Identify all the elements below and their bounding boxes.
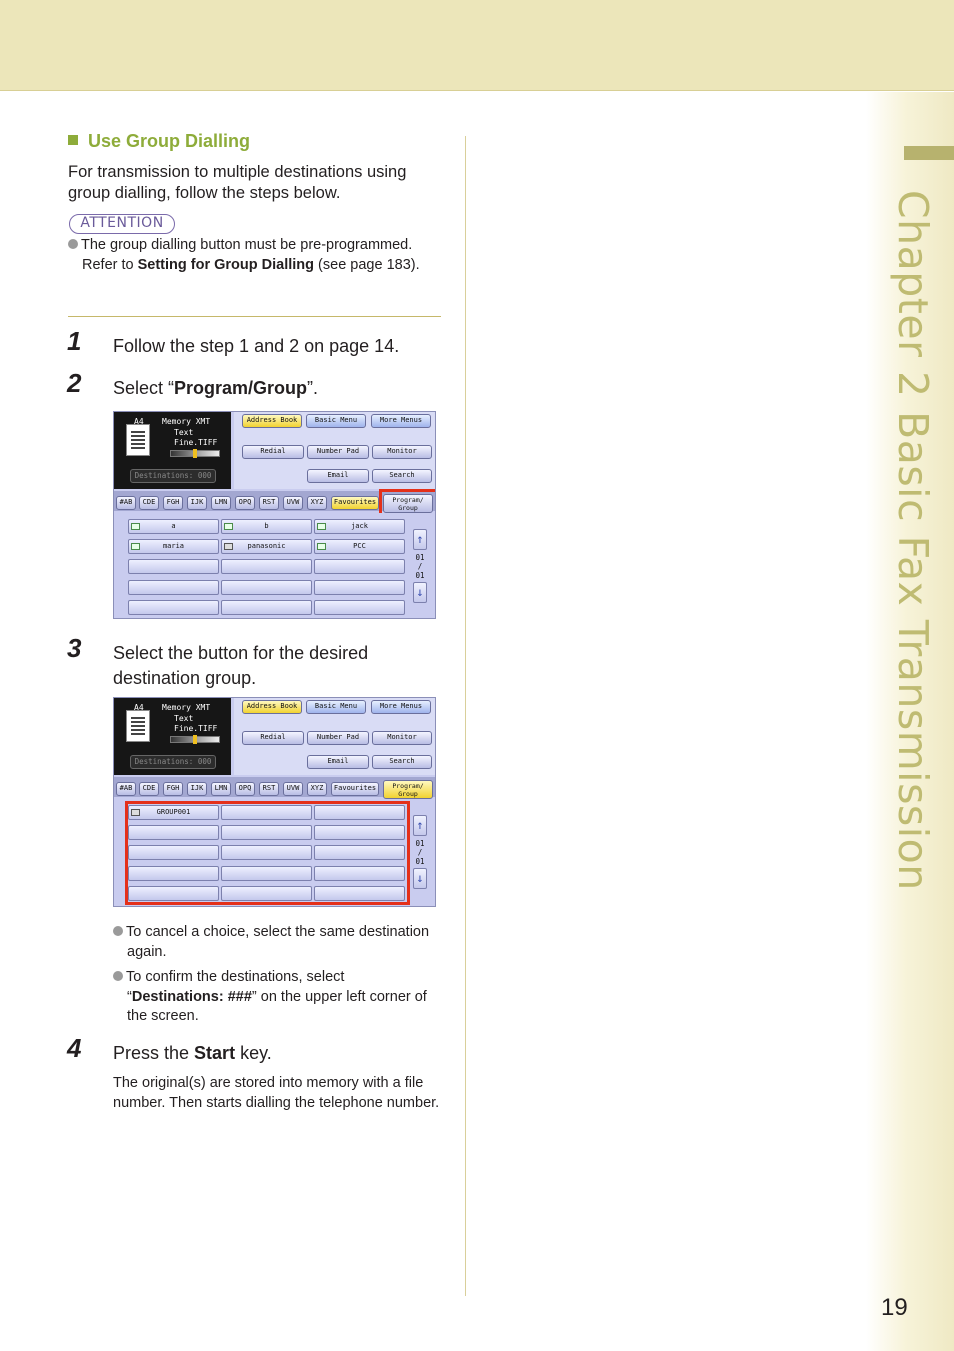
tab-rst[interactable]: RST <box>259 496 279 510</box>
email-button[interactable]: Email <box>307 469 369 483</box>
step-2-bold: Program/Group <box>174 378 308 398</box>
step-number-2: 2 <box>67 368 82 398</box>
step-text-4 <box>113 1041 272 1066</box>
document-icon <box>126 424 150 456</box>
square-bullet-icon <box>68 135 78 145</box>
scroll-up-icon[interactable]: ↑ <box>413 529 427 550</box>
attention-note <box>68 236 443 275</box>
empty-cell[interactable] <box>314 600 405 615</box>
paper-size: A4 <box>134 417 144 426</box>
confirm-note-post: ” on the upper left corner of the screen. <box>127 988 427 1024</box>
number-pad-button[interactable]: Number Pad <box>307 445 369 459</box>
step-number-1: 1 <box>67 326 82 356</box>
tab-fgh[interactable]: FGH <box>163 496 183 510</box>
confirm-note-bold: Destinations: ### <box>131 988 252 1005</box>
empty-cell[interactable] <box>221 580 312 595</box>
entry-cell[interactable]: a <box>128 519 219 534</box>
attention-note-text: The group dialling button must be pre-programmed. Refer to <box>81 237 413 273</box>
email-button[interactable]: Email <box>307 755 369 769</box>
text-mode: Text <box>174 714 194 723</box>
resolution: Fine.TIFF <box>174 438 218 447</box>
tab-rst[interactable]: RST <box>259 782 279 796</box>
entry-cell[interactable]: PCC <box>314 539 405 554</box>
email-icon <box>317 543 326 550</box>
tab-opq[interactable]: OPQ <box>235 496 255 510</box>
step-2-post: ”. <box>307 378 319 398</box>
empty-cell[interactable] <box>128 600 219 615</box>
screen-2 <box>113 697 436 907</box>
section-heading-text: Use Group Dialling <box>88 131 251 151</box>
attention-badge: ATTENTION <box>69 214 175 234</box>
redial-button[interactable]: Redial <box>242 731 304 745</box>
empty-cell[interactable] <box>221 600 312 615</box>
contrast-slider <box>170 736 220 743</box>
empty-cell[interactable] <box>221 559 312 574</box>
bullet-icon <box>113 926 123 936</box>
paper-size: A4 <box>134 703 144 712</box>
chapter-tab-marker <box>904 146 954 160</box>
group-grid <box>114 799 436 905</box>
monitor-button[interactable]: Monitor <box>372 731 432 745</box>
basic-menu-button[interactable]: Basic Menu <box>306 414 366 428</box>
text-mode: Text <box>174 428 194 437</box>
tab-favourites[interactable]: Favourites <box>331 782 379 796</box>
step-number-4: 4 <box>67 1033 82 1063</box>
email-icon <box>131 543 140 550</box>
tab-ijk[interactable]: IJK <box>187 782 207 796</box>
contrast-slider <box>170 450 220 457</box>
tab-ijk[interactable]: IJK <box>187 496 207 510</box>
bullet-icon <box>68 239 78 249</box>
column-divider <box>465 136 466 1296</box>
tab-cde[interactable]: CDE <box>139 782 159 796</box>
destinations-button[interactable]: Destinations: 000 <box>130 469 216 483</box>
email-icon <box>317 523 326 530</box>
tab-program-group[interactable]: Program/ Group <box>383 494 433 513</box>
tab-favourites[interactable]: Favourites <box>331 496 379 510</box>
header-band <box>0 0 954 91</box>
entry-cell[interactable]: jack <box>314 519 405 534</box>
confirm-note <box>113 968 443 1027</box>
tab-fgh[interactable]: FGH <box>163 782 183 796</box>
step-4-pre: Press the <box>113 1043 195 1063</box>
mode-label: Memory XMT <box>162 417 211 426</box>
attention-note-tail: (see page 183). <box>314 256 420 273</box>
highlight-group-grid <box>125 801 410 905</box>
step-4-bold: Start <box>194 1043 236 1063</box>
step-2-pre: Select “ <box>113 378 175 398</box>
email-icon <box>224 523 233 530</box>
destinations-button[interactable]: Destinations: 000 <box>130 755 216 769</box>
tab-cde[interactable]: CDE <box>139 496 159 510</box>
entry-cell[interactable]: maria <box>128 539 219 554</box>
page-indicator: 01 / 01 <box>415 553 425 580</box>
cancel-note-text: To cancel a choice, select the same destination again. <box>126 924 430 960</box>
tab-lmn[interactable]: LMN <box>211 782 231 796</box>
tab-opq[interactable]: OPQ <box>235 782 255 796</box>
page-number: 19 <box>881 1294 908 1321</box>
intro-paragraph: For transmission to multiple destinations using group dialling, follow the steps below. <box>68 163 407 202</box>
tab-program-group[interactable]: Program/ Group <box>383 780 433 799</box>
redial-button[interactable]: Redial <box>242 445 304 459</box>
tab-xyz[interactable]: XYZ <box>307 782 327 796</box>
scroll-down-icon[interactable]: ↓ <box>413 582 427 603</box>
mode-label: Memory XMT <box>162 703 211 712</box>
tab-uvw[interactable]: UVW <box>283 496 303 510</box>
entry-cell[interactable]: b <box>221 519 312 534</box>
address-book-button[interactable]: Address Book <box>242 700 302 714</box>
fax-icon <box>224 543 233 550</box>
divider-line <box>68 316 441 317</box>
empty-cell[interactable] <box>128 559 219 574</box>
confirm-note-pre: To confirm the destinations, select “ <box>126 969 345 1005</box>
empty-cell[interactable] <box>314 580 405 595</box>
step-text-2 <box>113 376 318 401</box>
step-4-post: key. <box>235 1043 272 1063</box>
search-button[interactable]: Search <box>372 469 432 483</box>
tab-uvw[interactable]: UVW <box>283 782 303 796</box>
screen-1 <box>113 411 436 619</box>
scroll-down-icon[interactable]: ↓ <box>413 868 427 889</box>
more-menus-button[interactable]: More Menus <box>371 700 431 714</box>
step-4-detail: The original(s) are stored into memory with a file number. Then starts dialling the telephone number. <box>113 1075 440 1111</box>
group-entry-cell[interactable]: GROUP001 <box>128 805 219 820</box>
section-heading <box>68 131 250 152</box>
step-text-3: Select the button for the desired destination group. <box>113 643 369 688</box>
page-indicator: 01 / 01 <box>415 839 425 866</box>
status-panel <box>114 698 231 775</box>
tab-xyz[interactable]: XYZ <box>307 496 327 510</box>
search-button[interactable]: Search <box>372 755 432 769</box>
tab-ab[interactable]: #AB <box>116 496 136 510</box>
more-menus-button[interactable]: More Menus <box>371 414 431 428</box>
address-book-button[interactable]: Address Book <box>242 414 302 428</box>
empty-cell[interactable] <box>128 580 219 595</box>
tab-ab[interactable]: #AB <box>116 782 136 796</box>
document-icon <box>126 710 150 742</box>
resolution: Fine.TIFF <box>174 724 218 733</box>
chapter-label: Chapter 2 Basic Fax Transmission <box>889 190 937 891</box>
step-number-3: 3 <box>67 633 82 663</box>
tab-lmn[interactable]: LMN <box>211 496 231 510</box>
cancel-note <box>113 923 443 962</box>
bullet-icon <box>113 971 123 981</box>
step-text-1: Follow the step 1 and 2 on page 14. <box>113 336 400 356</box>
status-panel <box>114 412 231 489</box>
empty-cell[interactable] <box>314 559 405 574</box>
scroll-up-icon[interactable]: ↑ <box>413 815 427 836</box>
number-pad-button[interactable]: Number Pad <box>307 731 369 745</box>
attention-note-bold: Setting for Group Dialling <box>137 256 315 273</box>
basic-menu-button[interactable]: Basic Menu <box>306 700 366 714</box>
monitor-button[interactable]: Monitor <box>372 445 432 459</box>
entry-cell[interactable]: panasonic <box>221 539 312 554</box>
address-grid <box>114 513 436 619</box>
email-icon <box>131 523 140 530</box>
